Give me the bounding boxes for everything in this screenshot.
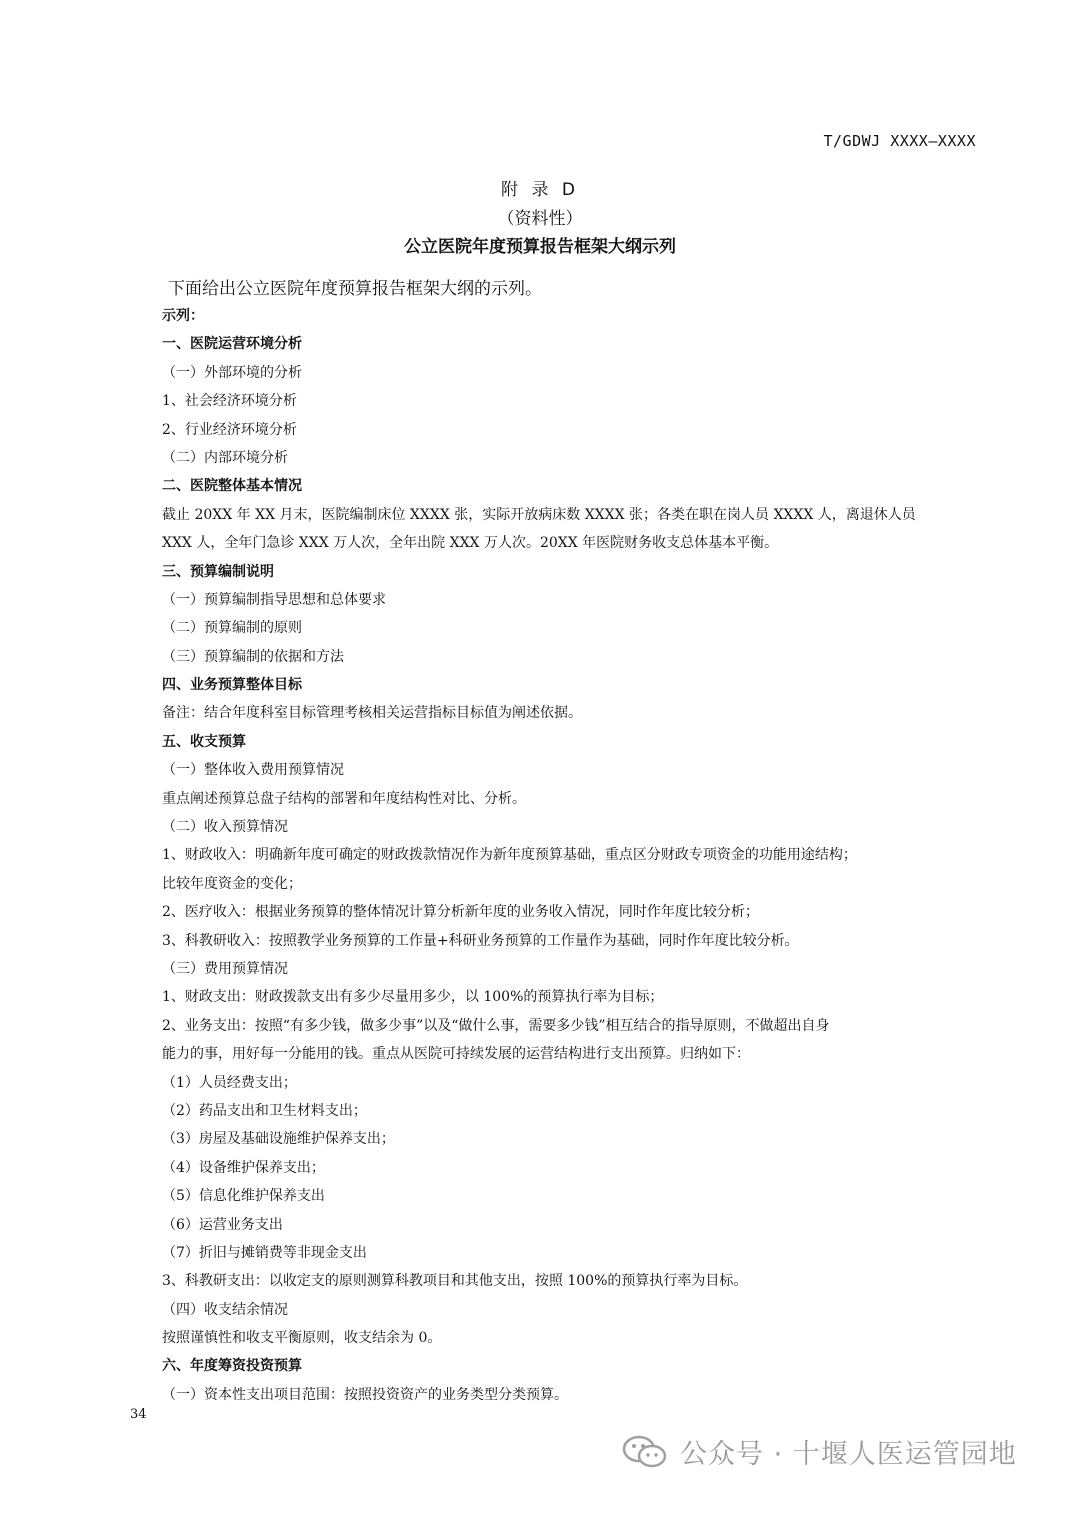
document-code: T/GDWJ XXXX—XXXX: [823, 132, 976, 150]
appendix-title: 附 录 D: [501, 180, 579, 200]
section-heading: 示列：: [162, 308, 204, 324]
section-heading: 三、预算编制说明: [162, 563, 274, 580]
outline-line: （一）资本性支出项目范围：按照投资资产的业务类型分类预算。: [162, 1386, 568, 1403]
section-heading: 一、医院运营环境分析: [162, 336, 302, 353]
section-heading: 二、医院整体基本情况: [162, 478, 302, 495]
page-number: 34: [130, 1407, 147, 1422]
outline-line: （6）运营业务支出: [162, 1216, 283, 1233]
outline-line: 按照谨慎性和收支平衡原则，收支结余为 0。: [162, 1330, 442, 1347]
outline-line: （4）设备维护保养支出；: [162, 1159, 325, 1176]
outline-line: （2）药品支出和卫生材料支出；: [162, 1102, 367, 1119]
outline-line: 2、业务支出：按照“有多少钱，做多少事”以及“做什么事，需要多少钱”相互结合的指导原则，不做超出自身: [162, 1017, 830, 1034]
outline-line: XXX 人，全年门急诊 XXX 万人次，全年出院 XXX 万人次。20XX 年医院财务收支总体基本平衡。: [162, 535, 779, 552]
watermark-text: 公众号 · 十堰人医运管园地: [680, 1439, 1017, 1470]
outline-line: 能力的事，用好每一分能用的钱。重点从医院可持续发展的运营结构进行支出预算。归纳如下：: [162, 1046, 750, 1063]
outline-line: 比较年度资金的变化；: [162, 875, 302, 892]
section-heading: 五、收支预算: [162, 733, 246, 750]
outline-line: （三）预算编制的依据和方法: [162, 648, 344, 665]
outline-line: （5）信息化维护保养支出: [162, 1188, 325, 1205]
outline-line: 3、科教研支出：以收定支的原则测算科教项目和其他支出，按照 100%的预算执行率为目标。: [162, 1273, 748, 1290]
outline-line: 1、财政支出：财政拨款支出有多少尽量用多少，以 100%的预算执行率为目标；: [162, 989, 664, 1006]
outline-line: 1、财政收入：明确新年度可确定的财政拨款情况作为新年度预算基础，重点区分财政专项资金的功能用途结构；: [162, 847, 857, 864]
outline-line: （一）预算编制指导思想和总体要求: [162, 591, 386, 608]
outline-line: （二）收入预算情况: [162, 819, 288, 836]
appendix-type: （资料性）: [497, 209, 583, 229]
outline-line: （3）房屋及基础设施维护保养支出；: [162, 1131, 395, 1148]
outline-body: [162, 302, 974, 1409]
outline-line: 2、行业经济环境分析: [162, 421, 297, 438]
outline-line: （7）折旧与摊销费等非现金支出: [162, 1244, 367, 1261]
appendix-subtitle: 公立医院年度预算报告框架大纲示列: [404, 237, 676, 257]
outline-line: 截止 20XX 年 XX 月末，医院编制床位 XXXX 张，实际开放病床数 XXXX 张；各类在职在岗人员 XXXX 人，离退休人员: [162, 506, 916, 523]
section-heading: 六、年度筹资投资预算: [162, 1358, 302, 1375]
outline-line: （一）整体收入费用预算情况: [162, 762, 344, 779]
wechat-icon: [622, 1435, 668, 1469]
outline-line: 重点阐述预算总盘子结构的部署和年度结构性对比、分析。: [162, 790, 526, 807]
watermark: [622, 1432, 1017, 1471]
outline-line: （一）外部环境的分析: [162, 364, 302, 381]
outline-line: 2、医疗收入：根据业务预算的整体情况计算分析新年度的业务收入情况，同时作年度比较分析；: [162, 904, 759, 921]
outline-line: 1、社会经济环境分析: [162, 393, 297, 410]
outline-line: （四）收支结余情况: [162, 1301, 288, 1318]
intro-paragraph: 下面给出公立医院年度预算报告框架大纲的示列。: [168, 279, 542, 299]
outline-line: 备注：结合年度科室目标管理考核相关运营指标目标值为阐述依据。: [162, 705, 582, 722]
outline-line: （1）人员经费支出；: [162, 1074, 297, 1091]
outline-line: （二）预算编制的原则: [162, 620, 302, 637]
section-heading: 四、业务预算整体目标: [162, 677, 302, 694]
outline-line: （二）内部环境分析: [162, 449, 288, 466]
outline-line: （三）费用预算情况: [162, 960, 288, 977]
outline-line: 3、科教研收入：按照教学业务预算的工作量+科研业务预算的工作量作为基础，同时作年度比较分析。: [162, 932, 799, 949]
